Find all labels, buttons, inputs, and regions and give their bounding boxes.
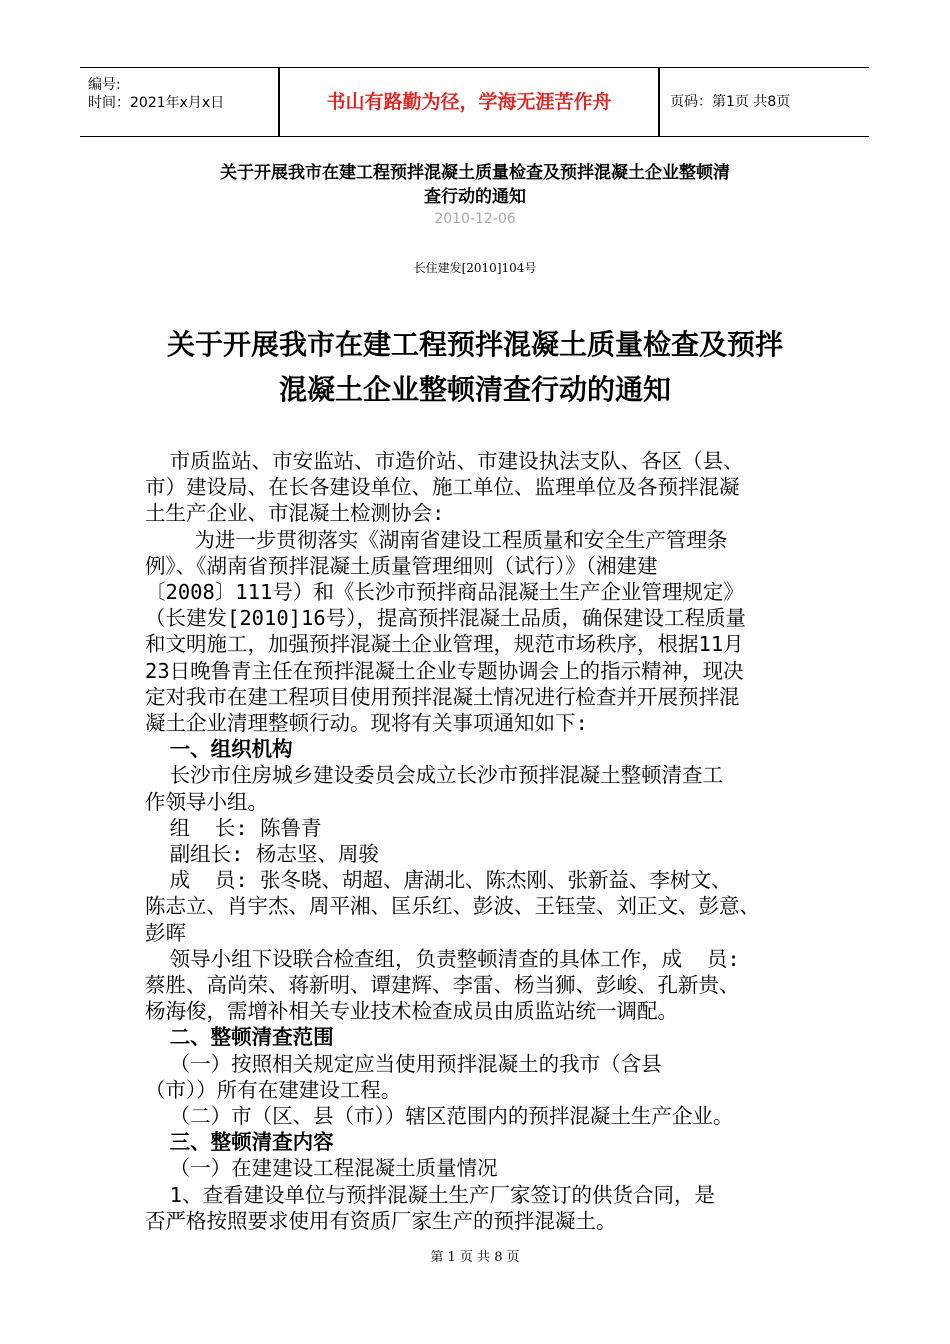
body-line: 组 长: 陈鲁青 [145, 815, 322, 840]
body-line: （二）市（区、县（市））辖区范围内的预拌混凝土生产企业。 [145, 1104, 734, 1129]
document-title-line2: 混凝土企业整顿清查行动的通知 [278, 373, 671, 406]
header-divider [658, 68, 660, 136]
body-line: 23日晚鲁青主任在预拌混凝土企业专题协调会上的指示精神，现决 [145, 658, 744, 683]
section-heading: 二、整顿清查范围 [145, 1025, 334, 1050]
body-line: 为进一步贯彻落实《湖南省建设工程质量和安全生产管理条 [145, 527, 728, 552]
body-line: 领导小组下设联合检查组，负责整顿清查的具体工作，成 员: [145, 946, 740, 971]
header-table [80, 67, 869, 137]
body-line: 成 员: 张冬晓、胡超、唐湖北、陈杰刚、张新益、李树文、 [145, 868, 732, 893]
body-line: 陈志立、肖宇杰、周平湘、匡乐红、彭波、王钰莹、刘正文、彭意、 [145, 894, 760, 919]
body-line: 凝土企业清理整顿行动。现将有关事项通知如下: [145, 711, 588, 736]
document-body [145, 448, 810, 1234]
body-line: 和文明施工，加强预拌混凝土企业管理，规范市场秩序，根据11月 [145, 632, 744, 657]
body-line: 蔡胜、高尚荣、蒋新明、谭建辉、李雷、杨当狮、彭峻、孔新贵、 [145, 973, 740, 998]
body-line: 定对我市在建工程项目使用预拌混凝土情况进行检查并开展预拌混 [145, 684, 740, 709]
body-line: 长沙市住房城乡建设委员会成立长沙市预拌混凝土整顿清查工 [145, 763, 724, 788]
publish-date: 2010-12-06 [434, 211, 516, 227]
body-line: 彭晖 [145, 920, 186, 945]
body-line: （长建发[2010]16号），提高预拌混凝土品质，确保建设工程质量 [145, 606, 746, 631]
body-line: 市质监站、市安监站、市造价站、市建设执法支队、各区（县、 [145, 449, 744, 473]
body-line: （一）在建建设工程混凝土质量情况 [145, 1156, 498, 1181]
body-line: 1、查看建设单位与预拌混凝土生产厂家签订的供货合同，是 [145, 1182, 716, 1207]
body-line: （一）按照相关规定应当使用预拌混凝土的我市（含县 [145, 1051, 662, 1076]
time-label: 时间：2021年x月x日 [88, 95, 225, 111]
body-line: 〔2008〕111号）和《长沙市预拌商品混凝土生产企业管理规定》 [145, 580, 744, 605]
header-motto: 书山有路勤为径，学海无涯苦作舟 [326, 91, 612, 113]
body-line: 例》、《湖南省预拌混凝土质量管理细则（试行）》（湘建建 [145, 553, 658, 578]
body-line: 土生产企业、市混凝土检测协会: [145, 501, 445, 526]
body-line: 否严格按照要求使用有资质厂家生产的预拌混凝土。 [145, 1208, 617, 1233]
section-heading: 三、整顿清查内容 [145, 1130, 334, 1155]
body-line: 作领导小组。 [145, 789, 268, 814]
serial-label: 编号: [88, 77, 121, 93]
body-line: 副组长: 杨志坚、周骏 [145, 842, 379, 867]
document-title-small-line2: 查行动的通知 [424, 187, 526, 207]
body-line: （市））所有在建建设工程。 [145, 1077, 402, 1102]
document-number: 长住建发[2010]104号 [413, 261, 537, 275]
document-title-small-line1: 关于开展我市在建工程预拌混凝土质量检查及预拌混凝土企业整顿清 [220, 163, 730, 183]
body-line: 市）建设局、在长各建设单位、施工单位、监理单位及各预拌混凝 [145, 475, 740, 500]
section-heading: 一、组织机构 [145, 737, 293, 762]
page-footer: 第 1 页 共 8 页 [430, 1250, 520, 1265]
body-line: 杨海俊，需增补相关专业技术检查成员由质监站统一调配。 [145, 999, 678, 1024]
header-page-info: 页码：第1页 共8页 [670, 94, 791, 110]
document-title-line1: 关于开展我市在建工程预拌混凝土质量检查及预拌 [166, 328, 783, 361]
header-meta [80, 68, 278, 136]
